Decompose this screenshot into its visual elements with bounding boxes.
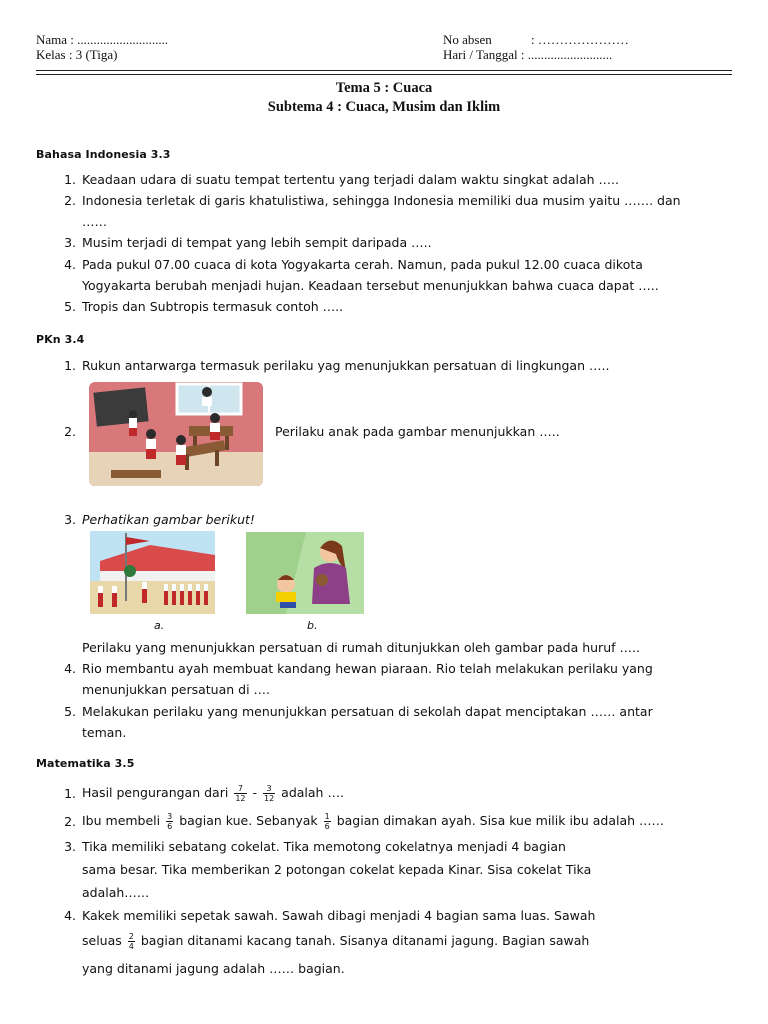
bahasa-question-4: Pada pukul 07.00 cuaca di kota Yogyakarta cerah. Namun, pada pukul 12.00 cuaca dikota xyxy=(82,257,643,272)
question-number: 4. xyxy=(64,908,76,923)
question-number: 1. xyxy=(64,358,76,373)
question-number: 4. xyxy=(64,661,76,676)
header-rule-thin xyxy=(36,74,732,75)
mtk-question-3-cont2: adalah…… xyxy=(82,885,150,900)
mtk-question-4: Kakek memiliki sepetak sawah. Sawah dibagi menjadi 4 bagian sama luas. Sawah xyxy=(82,908,596,923)
question-number: 2. xyxy=(64,814,76,829)
question-number: 5. xyxy=(64,704,76,719)
mtk-question-4-cont: seluas $\frac{2}{4}$ bagian ditanami kacang tanah. Sisanya ditanami jagung. Bagian sawah xyxy=(82,932,590,951)
pkn-question-5-cont: teman. xyxy=(82,725,127,740)
pkn-question-4-cont: menunjukkan persatuan di …. xyxy=(82,682,271,697)
pkn-question-3: Perhatikan gambar berikut! xyxy=(82,512,255,527)
classroom-illustration xyxy=(89,382,263,486)
question-number: 5. xyxy=(64,299,76,314)
pkn-question-4: Rio membantu ayah membuat kandang hewan piaraan. Rio telah melakukan perilaku yang xyxy=(82,661,653,676)
question-number: 1. xyxy=(64,172,76,187)
bahasa-question-2-cont: …… xyxy=(82,214,107,229)
fraction: $\frac{3}{6}$ xyxy=(167,812,173,831)
question-number: 3. xyxy=(64,512,76,527)
page-title: Tema 5 : Cuaca xyxy=(335,80,433,96)
bahasa-question-3: Musim terjadi di tempat yang lebih sempit daripada ….. xyxy=(82,235,432,250)
hari-tanggal-field: Hari / Tanggal : .......................... xyxy=(443,47,613,62)
pkn-question-1: Rukun antarwarga termasuk perilaku yag menunjukkan persatuan di lingkungan ….. xyxy=(82,358,610,373)
mtk-question-4-cont2: yang ditanami jagung adalah …… bagian. xyxy=(82,961,345,976)
pkn-question-3-prompt: Perilaku yang menunjukkan persatuan di rumah ditunjukkan oleh gambar pada huruf ….. xyxy=(82,640,640,655)
no-absen-label: No absen xyxy=(443,32,492,47)
question-number: 3. xyxy=(64,235,76,250)
mother-child-illustration xyxy=(246,532,364,614)
caption-b: b. xyxy=(307,619,318,632)
fraction: $\frac{3}{12}$ xyxy=(263,784,275,803)
mtk-question-3: Tika memiliki sebatang cokelat. Tika memotong cokelatnya menjadi 4 bagian xyxy=(82,839,566,854)
bahasa-question-2: Indonesia terletak di garis khatulistiwa, sehingga Indonesia memiliki dua musim yaitu ……. dan xyxy=(82,193,681,208)
fraction: $\frac{2}{4}$ xyxy=(128,932,134,951)
kelas-field: Kelas : 3 (Tiga) xyxy=(36,47,118,62)
bahasa-question-1: Keadaan udara di suatu tempat tertentu yang terjadi dalam waktu singkat adalah ….. xyxy=(82,172,619,187)
nama-field: Nama : ............................ xyxy=(36,32,169,47)
fraction: $\frac{1}{6}$ xyxy=(324,812,330,831)
pkn-question-2: Perilaku anak pada gambar menunjukkan ….. xyxy=(275,424,560,439)
mtk-question-3-cont: sama besar. Tika memberikan 2 potongan cokelat kepada Kinar. Sisa cokelat Tika xyxy=(82,862,592,877)
section-heading-pkn: PKn 3.4 xyxy=(36,333,85,346)
header-rule-thick xyxy=(36,70,732,71)
mtk-question-1: Hasil pengurangan dari $\frac{7}{12}$ - $\frac{3}{12}$ adalah …. xyxy=(82,784,344,803)
flag-ceremony-illustration xyxy=(90,531,215,614)
caption-a: a. xyxy=(154,619,165,632)
mtk-question-2: Ibu membeli $\frac{3}{6}$ bagian kue. Sebanyak $\frac{1}{6}$ bagian dimakan ayah. Sisa kue milik ibu adalah …… xyxy=(82,812,665,831)
fraction: $\frac{7}{12}$ xyxy=(235,784,246,803)
question-number: 3. xyxy=(64,839,76,854)
section-heading-bahasa: Bahasa Indonesia 3.3 xyxy=(36,148,171,161)
pkn-question-5: Melakukan perilaku yang menunjukkan persatuan di sekolah dapat menciptakan …… antar xyxy=(82,704,653,719)
page-subtitle: Subtema 4 : Cuaca, Musim dan Iklim xyxy=(267,99,501,115)
bahasa-question-4-cont: Yogyakarta berubah menjadi hujan. Keadaan tersebut menunjukkan bahwa cuaca dapat ….. xyxy=(82,278,659,293)
question-number: 2. xyxy=(64,193,76,208)
question-number: 2. xyxy=(64,424,76,439)
question-number: 4. xyxy=(64,257,76,272)
bahasa-question-5: Tropis dan Subtropis termasuk contoh ….. xyxy=(82,299,344,314)
no-absen-value: : ………………… xyxy=(531,32,629,47)
question-number: 1. xyxy=(64,786,76,801)
section-heading-matematika: Matematika 3.5 xyxy=(36,757,135,770)
